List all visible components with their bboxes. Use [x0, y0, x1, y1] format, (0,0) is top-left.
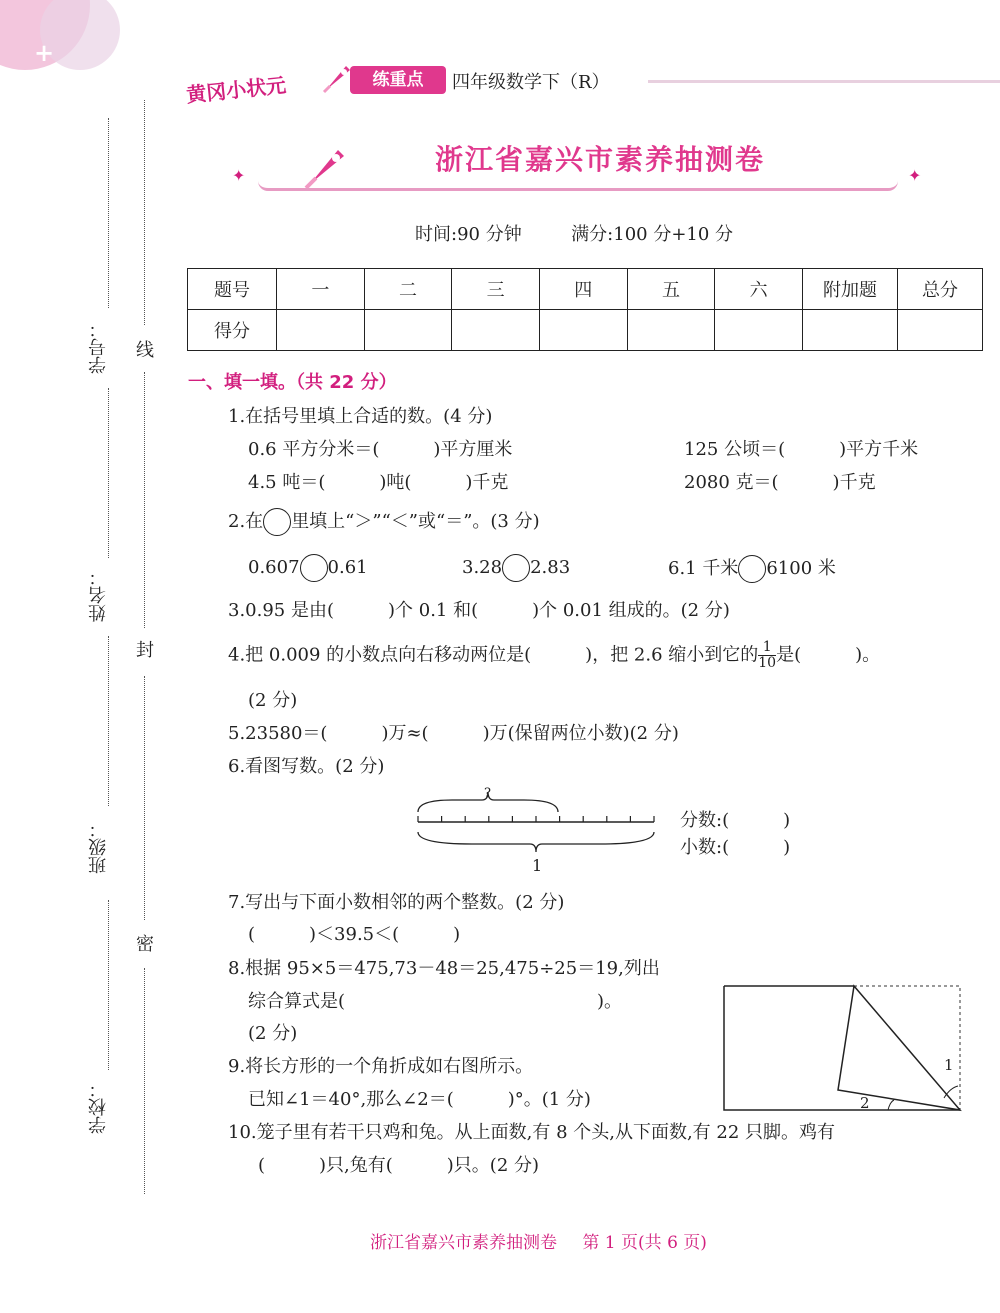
question-3: 3.0.95 是由( )个 0.1 和( )个 0.01 组成的。(2 分) [228, 600, 730, 621]
question-mark-label: ? [484, 786, 491, 801]
q4-text: 4.把 0.009 的小数点向右移动两位是( )，把 2.6 缩小到它的 [228, 644, 759, 666]
score-input-cell[interactable] [539, 310, 627, 351]
whole-one-label: 1 [532, 856, 543, 875]
page-title: 浙江省嘉兴市素养抽测卷 [434, 143, 765, 176]
table-cell: 题号 [188, 269, 277, 310]
cut-line [144, 100, 145, 325]
q10-line: ( )只,兔有( )只。(2 分) [258, 1155, 540, 1176]
cut-mark-feng: 封 [136, 640, 154, 661]
question-2 [228, 507, 540, 536]
score-input-cell[interactable] [364, 310, 452, 351]
sparkle-icon: ✦ [232, 166, 246, 185]
fraction-numerator: 1 [758, 640, 776, 656]
cut-line [144, 968, 145, 1194]
question-6: 6.看图写数。(2 分) [228, 756, 385, 777]
binding-line [108, 118, 109, 308]
table-row [188, 310, 983, 351]
table-row [188, 269, 983, 310]
q2-left: 0.607 [248, 557, 300, 578]
q2-right: 2.83 [530, 557, 571, 578]
question-9: 9.将长方形的一个角折成如右图所示。 [228, 1056, 534, 1077]
q2-stem: 2.在 [228, 511, 264, 532]
folded-rectangle-diagram [722, 984, 964, 1118]
page-footer [370, 1228, 727, 1253]
cut-line [144, 676, 145, 920]
table-cell: 总分 [898, 269, 983, 310]
score-input-cell[interactable] [898, 310, 983, 351]
section-tag: 练重点 [350, 66, 446, 94]
q2-item-c [668, 554, 836, 583]
q8-line: 综合算式是( )。 [248, 991, 623, 1012]
q2-left: 6.1 千米 [668, 558, 739, 579]
question-1: 1.在括号里填上合适的数。(4 分) [228, 406, 493, 427]
binding-line [108, 636, 109, 806]
q8-points: (2 分) [248, 1023, 298, 1044]
fraction-answer: 分数:( ) [680, 810, 791, 831]
footer-title: 浙江省嘉兴市素养抽测卷 [370, 1233, 557, 1253]
header-divider [648, 80, 1000, 83]
binding-line [108, 388, 109, 558]
table-cell: 得分 [188, 310, 277, 351]
table-cell: 四 [539, 269, 627, 310]
table-cell: 一 [277, 269, 365, 310]
section-title: 一、填一填。（共 22 分） [188, 372, 397, 393]
score-input-cell[interactable] [715, 310, 803, 351]
q2-item-b [462, 554, 570, 582]
q2-item-a [248, 554, 368, 582]
table-cell: 附加题 [803, 269, 898, 310]
title-underline [258, 178, 898, 191]
compare-circle-icon [263, 508, 291, 536]
class-label: 班级： [88, 820, 109, 874]
q4-points: (2 分) [248, 690, 298, 711]
cut-mark-mi: 密 [136, 934, 154, 955]
q7-line: ( )＜39.5＜( ) [248, 924, 461, 945]
q1-item-c: 4.5 吨＝( )吨( )千克 [248, 472, 509, 493]
cut-line [144, 372, 145, 628]
q2-right: 0.61 [327, 557, 368, 578]
angle-2-label: 2 [860, 1094, 870, 1112]
q1-item-b: 125 公顷＝( )平方千米 [684, 439, 919, 460]
cut-mark-xian: 线 [136, 340, 154, 361]
question-8: 8.根据 95×5＝475,73－48＝25,475÷25＝19,列出 [228, 958, 660, 979]
q2-stem-tail: 里填上“＞”“＜”或“＝”。(3 分) [291, 511, 540, 532]
score-input-cell[interactable] [277, 310, 365, 351]
question-7: 7.写出与下面小数相邻的两个整数。(2 分) [228, 892, 565, 913]
school-label: 学校： [88, 1080, 109, 1134]
score-table [187, 268, 983, 351]
student-id-label: 学号： [88, 320, 109, 374]
score-input-cell[interactable] [803, 310, 898, 351]
q1-item-a: 0.6 平方分米＝( )平方厘米 [248, 439, 513, 460]
q2-left: 3.28 [462, 557, 503, 578]
name-label: 姓名： [88, 568, 109, 622]
q2-right: 6100 米 [766, 558, 836, 579]
fraction-denominator: 10 [758, 655, 777, 671]
question-5: 5.23580＝( )万≈( )万(保留两位小数)(2 分) [228, 723, 679, 744]
q9-line: 已知∠1＝40°,那么∠2＝( )°。(1 分) [248, 1089, 591, 1110]
sparkle-icon: ✦ [908, 166, 922, 185]
exam-info [415, 220, 733, 246]
brand-logo: 黄冈小状元 [185, 72, 288, 108]
answer-circle[interactable] [738, 555, 766, 583]
grade-label: 四年级数学下（R） [452, 72, 610, 93]
page-number: 第 1 页(共 6 页) [582, 1233, 707, 1253]
fraction [758, 640, 776, 671]
time-limit: 时间:90 分钟 [415, 224, 522, 245]
q1-item-d: 2080 克＝( )千克 [684, 472, 876, 493]
full-score: 满分:100 分+10 分 [571, 224, 734, 245]
score-input-cell[interactable] [627, 310, 715, 351]
answer-circle[interactable] [502, 554, 530, 582]
score-input-cell[interactable] [452, 310, 540, 351]
table-cell: 五 [627, 269, 715, 310]
answer-circle[interactable] [300, 554, 328, 582]
q4-text-tail: 是( )。 [776, 644, 881, 666]
table-cell: 二 [364, 269, 452, 310]
plus-icon: + [34, 38, 55, 67]
binding-line [108, 900, 109, 1070]
decimal-answer: 小数:( ) [680, 837, 791, 858]
angle-1-label: 1 [944, 1056, 954, 1074]
table-cell: 六 [715, 269, 803, 310]
question-10: 10.笼子里有若干只鸡和兔。从上面数,有 8 个头,从下面数,有 22 只脚。鸡有 [228, 1122, 836, 1143]
table-cell: 三 [452, 269, 540, 310]
question-4 [228, 640, 880, 671]
